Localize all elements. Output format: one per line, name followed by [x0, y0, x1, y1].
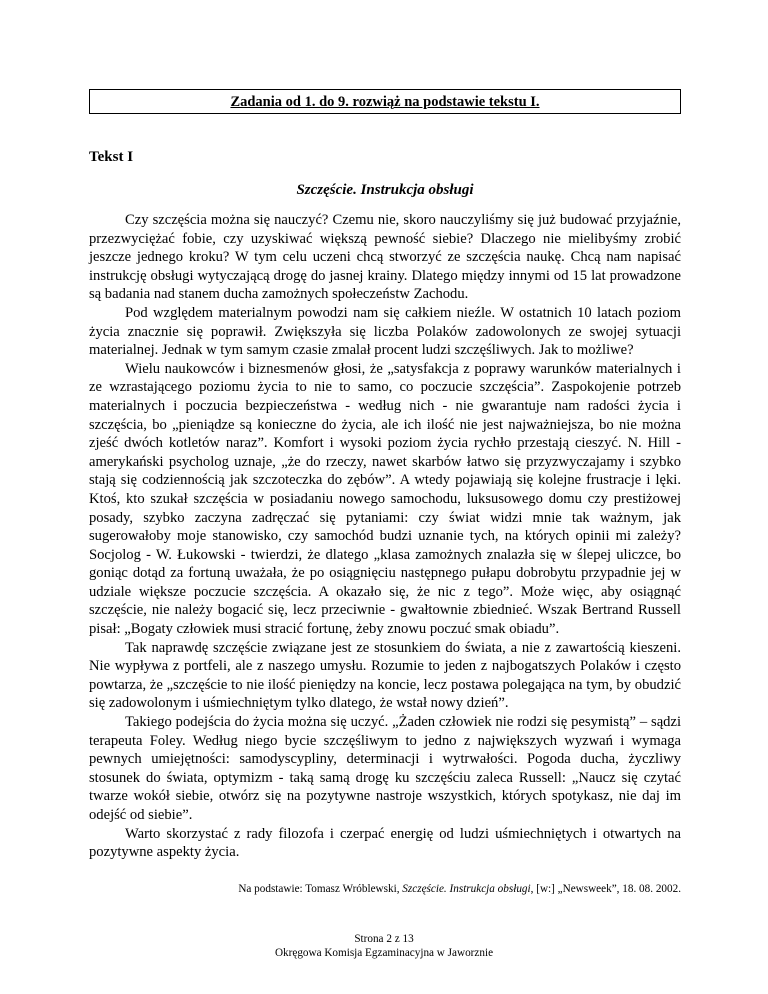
page-footer	[0, 932, 768, 960]
document-page	[89, 89, 681, 896]
paragraph-4: Tak naprawdę szczęście związane jest ze stosunkiem do świata, a nie z zawartością kieszeni. Nie wypływa z portfeli, ale z naszego umysłu. Rozumie to jeden z najbogatszych Polaków i często powtarza, że „szczęście to nie ilość pieniędzy na koncie, lecz postawa polegająca na tym, by obudzić się zadowolonym i uśmiechniętym tylko dlatego, że wstał nowy dzień”.	[89, 639, 681, 712]
source-suffix: , [w:] „Newsweek”, 18. 08. 2002.	[530, 882, 681, 895]
source-prefix: Na podstawie: Tomasz Wróblewski,	[238, 882, 403, 895]
text-label: Tekst I	[89, 149, 134, 165]
article-body	[89, 211, 681, 862]
paragraph-1: Czy szczęścia można się nauczyć? Czemu nie, skoro nauczyliśmy się już budować przyjaźnie, przezwyciężać fobie, czy uzyskiwać większą pewność siebie? Dlaczego nie mielibyśmy zrobić jeszcze jednego kroku? W tym celu uczeni chcą stworzyć ze szczęścia naukę. Chcą nam napisać instrukcję obsługi wytyczającą drogę do jasnej krainy. Dlatego między innymi od 15 lat prowadzone są badania nad stanem ducha zamożnych społeczeństw Zachodu.	[89, 212, 681, 303]
institution-name: Okręgowa Komisja Egzaminacyjna w Jaworznie	[274, 947, 494, 959]
source-citation	[89, 882, 681, 896]
source-title: Szczęście. Instrukcja obsługi	[402, 882, 531, 895]
paragraph-5: Takiego podejścia do życia można się uczyć. „Żaden człowiek nie rodzi się pesymistą” – sądzi terapeuta Foley. Według niego bycie szczęśliwym to jedno z największych wyzwań i wymaga pewnych umiejętności: samodyscypliny, determinacji i wytrwałości. Pogoda ducha, życzliwy stosunek do świata, optymizm - taką samą drogę ku szczęściu zaleca Russell: „Naucz się czytać twarze wokół siebie, otwórz się na pozytywne nastroje wszystkich, których spotykasz, nie daj im odejść od siebie”.	[89, 714, 681, 823]
paragraph-3: Wielu naukowców i biznesmenów głosi, że „satysfakcja z poprawy warunków materialnych i ze wzrastającego poziomu życia to nie to samo, co poczucie szczęścia”. Zaspokojenie potrzeb materialnych i poczucia bezpieczeństwa - według nich - nie gwarantuje nam radości życia i szczęścia, bo „pieniądze są konieczne do życia, ale ich ilość nie jest najważniejsza, bo nie można zjeść dwóch kotletów naraz”. Komfort i wysoki poziom życia rychło przestają cieszyć. N. Hill - amerykański psycholog uznaje, „że do rzeczy, nawet skarbów łatwo się przyzwyczajamy i szybko stają się codziennością jak szczoteczka do zębów”. A wtedy pojawiają się kolejne frustracje i lęki. Ktoś, kto szukał szczęścia w posiadaniu nowego samochodu, luksusowego domu czy prestiżowej posady, szybko zaczyna zadręczać się pytaniami: czy świat widzi mnie tak ważnym, jak sugerowałoby moje stanowisko, czy samochód budzi uznanie tych, na których opinii mi zależy? Socjolog - W. Łukowski - twierdzi, że dlatego „klasa zamożnych znalazła się w ślepej uliczce, bo goniąc dotąd za fortuną uważała, że po osiągnięciu następnego pułapu dobrobytu przypadnie jej w udziale większe poczucie szczęścia. A okazało się, że nic z tego”. Może więc, aby osiągnąć szczęście, nie należy bogacić się, lecz przeciwnie - gwałtownie zbiednieć. Wszak Bertrand Russell pisał: „Bogaty człowiek musi stracić fortunę, żeby znowu poczuć smak obiadu”.	[89, 360, 681, 638]
article-title: Szczęście. Instrukcja obsługi	[296, 182, 474, 198]
task-instruction-box	[89, 89, 681, 114]
page-number: Strona 2 z 13	[354, 933, 414, 945]
task-instruction: Zadania od 1. do 9. rozwiąż na podstawie tekstu I.	[230, 94, 540, 110]
paragraph-6: Warto skorzystać z rady filozofa i czerpać energię od ludzi uśmiechniętych i otwartych na pozytywne aspekty życia.	[89, 825, 681, 861]
paragraph-2: Pod względem materialnym powodzi nam się całkiem nieźle. W ostatnich 10 latach poziom życia znacznie się poprawił. Zwiększyła się liczba Polaków zadowolonych ze swojej sytuacji materialnej. Jednak w tym samym czasie zmalał procent ludzi szczęśliwych. Jak to możliwe?	[89, 304, 681, 359]
